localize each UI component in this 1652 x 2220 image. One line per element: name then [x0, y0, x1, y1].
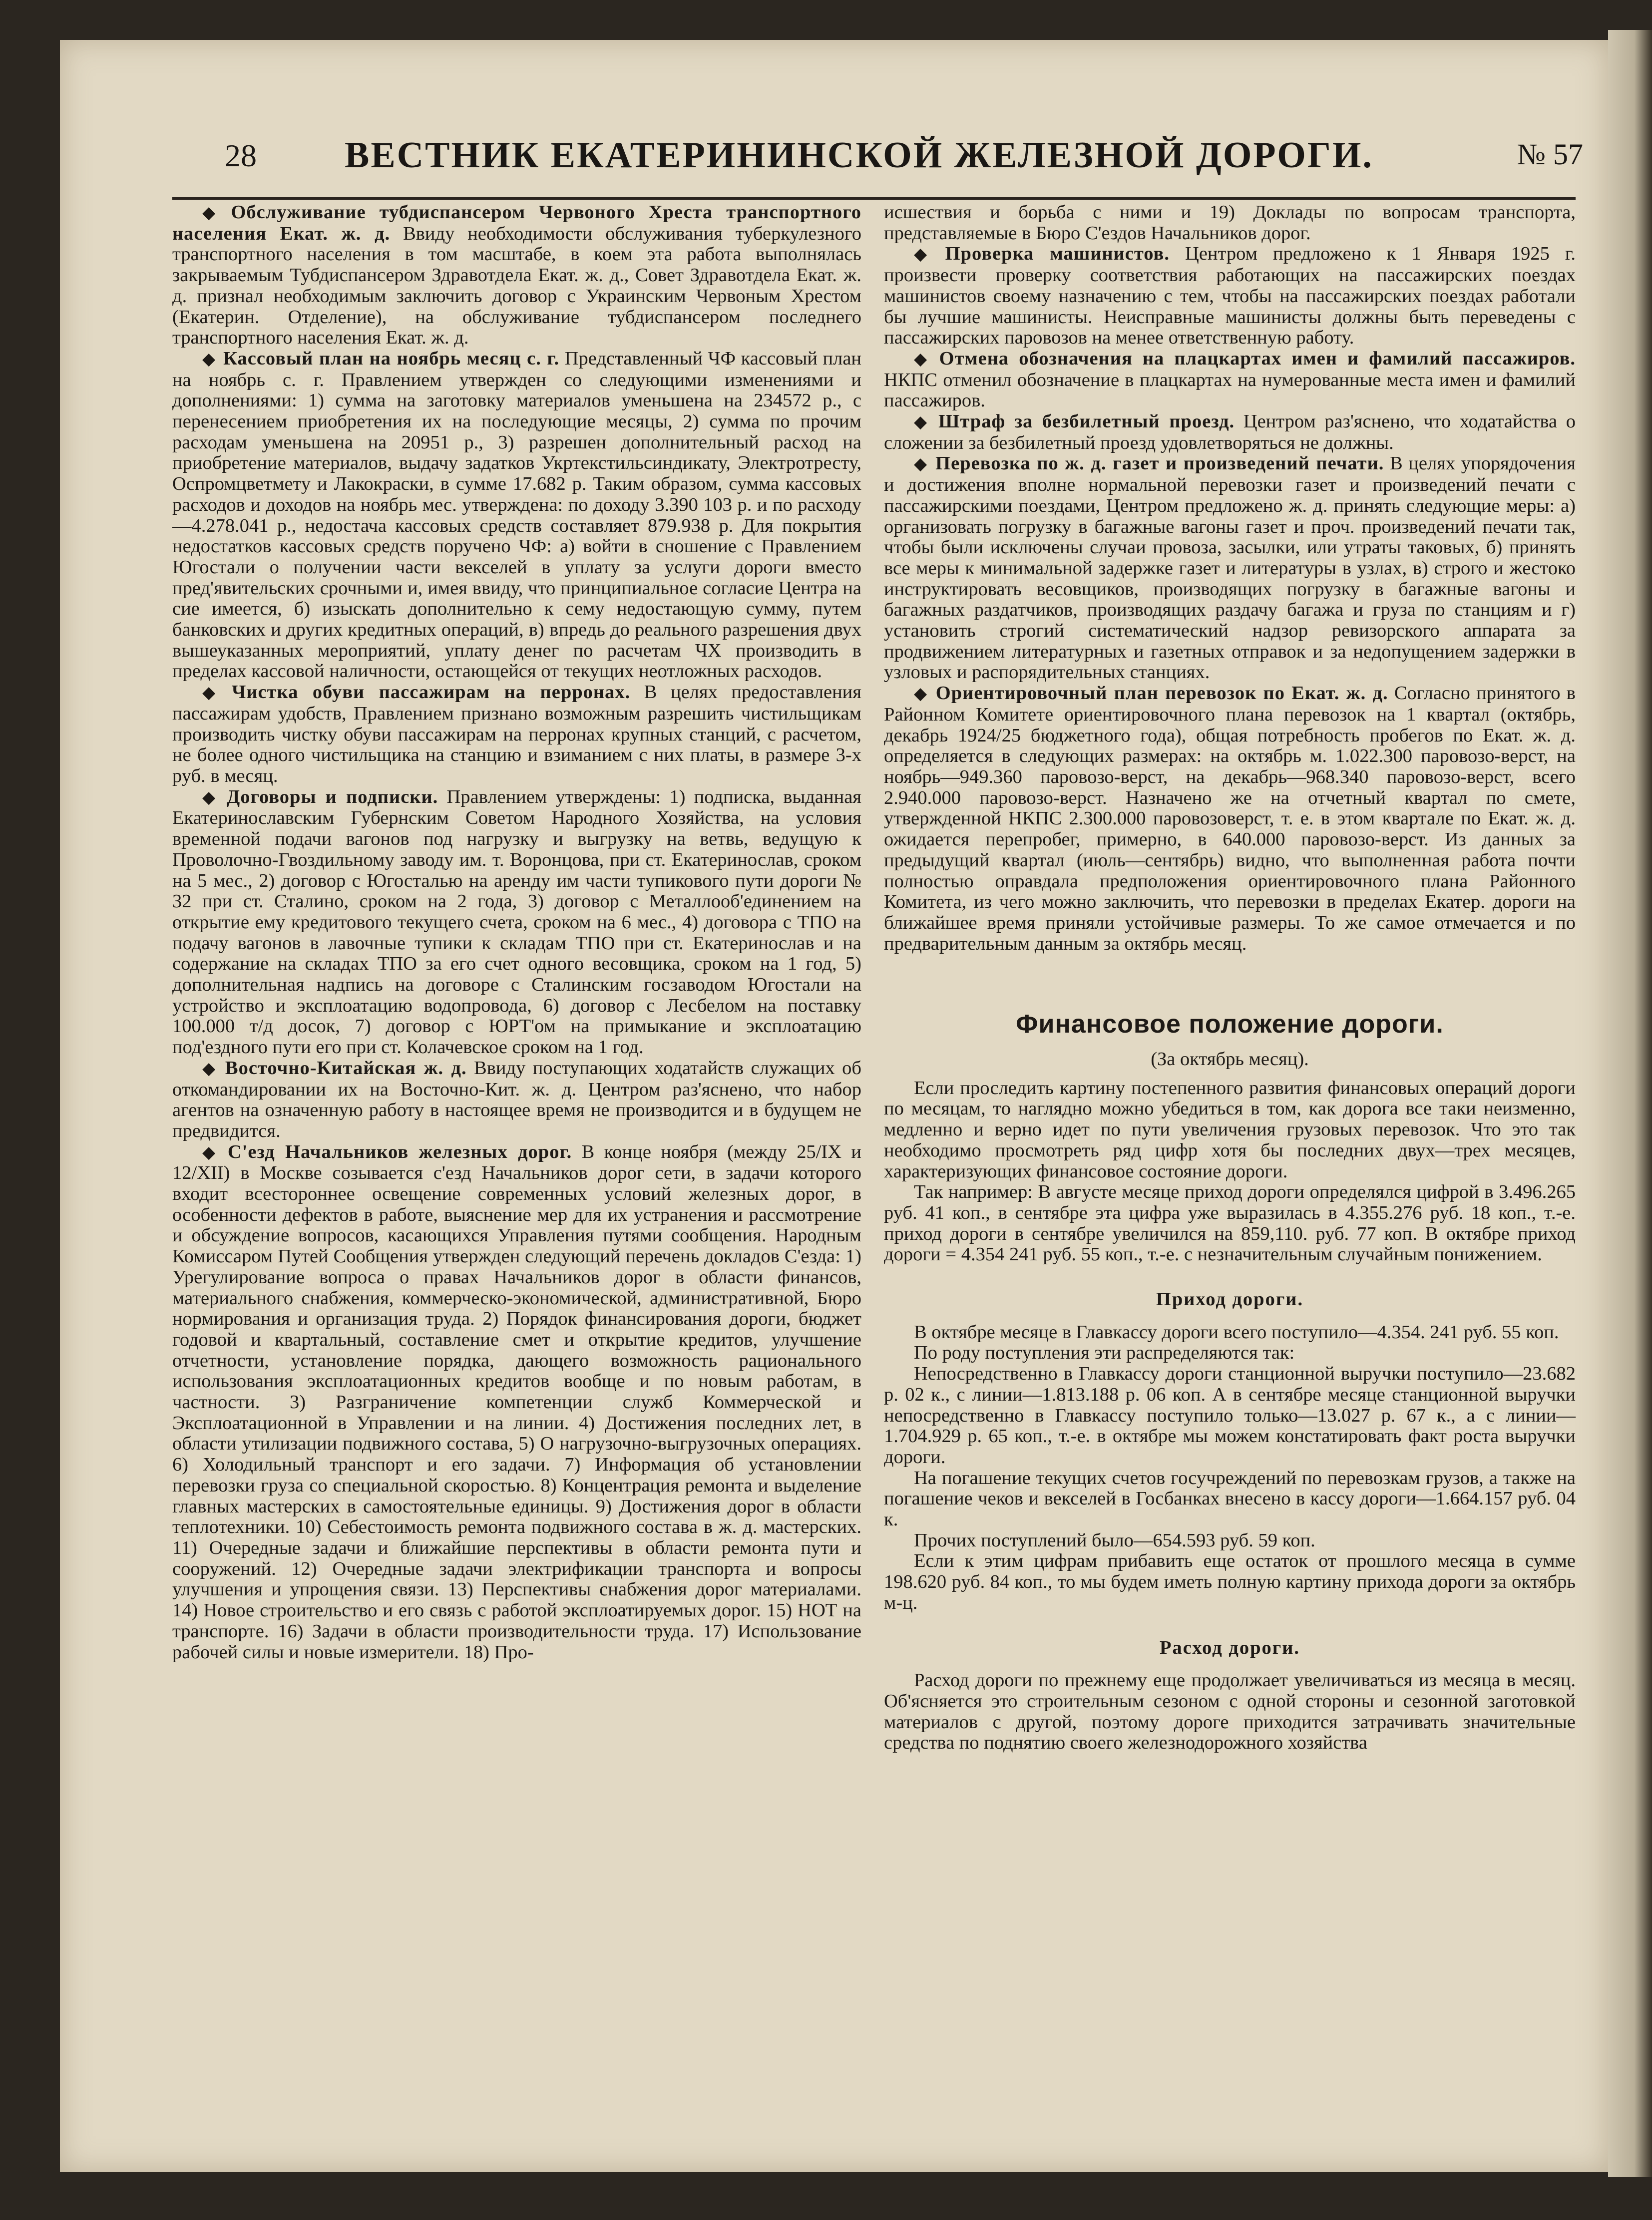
article-title: ◆ Кассовый план на ноябрь месяц с. г.: [202, 348, 559, 369]
article-text: Центром предложено к 1 Января 1925 г. произвести проверку соответствия работающих на пассажирских поездах машинистов своему назначению с тем, чтобы на пассажирских поездах работали бы лучшие машинисты. Неисправные машинисты должны быть переведены с пассажирских паровозов на менее ответственную работу.: [884, 243, 1576, 349]
paragraph: На погашение текущих счетов госучреждений по перевозкам грузов, а также на погашение чеков и векселей в Госбанках внесено в кассу дороги—1.664.157 руб. 04 к.: [884, 1467, 1576, 1530]
paragraph: Так например: В августе месяце приход дороги определялся цифрой в 3.496.265 руб. 41 коп., в сентябре эта цифра уже выразилась в 4.355.276 руб. 18 коп., т.-е. приход дороги в сентябре увеличился на 859,110. руб. 77 коп. В октябре приход дороги = 4.354 241 руб. 55 коп., т.-е. с незначительным случайным понижением.: [884, 1181, 1576, 1265]
article-text: Ввиду необходимости обслуживания туберкулезного транспортного населения в том масштабе, в коем эта работа выполнялась закрываемым Тубдиспансером Здравотдела Екат. ж. д., Совет Здравотдела Екат. ж. д. признал необходимым заключить договор с Украинским Червоным Хрестом (Екатерин. Отделение), на обслуживание тубдиспансером последнего транспортного населения Екат. ж. д.: [172, 223, 861, 349]
article-shoe-shine: [172, 682, 861, 787]
article-title: ◆ Штраф за безбилетный проезд.: [914, 411, 1235, 432]
article-continuation: исшествия и борьба с ними и 19) Доклады по вопросам транспорта, представляемые в Бюро С'ездов Начальников дорог.: [884, 202, 1576, 244]
article-text: В конце ноября (между 25/IX и 12/XII) в Москве созывается с'езд Начальников дорог сети, в задачи которого входит всестороннее освещение современных условий железных дорог, в особенности дефектов в работе, выяснение мер для их устранения и рассмотрение и обсуждение вопросов, касающихся Управления путями сообщения. Народным Комиссаром Путей Сообщения утвержден следующий перечень докладов С'езда: 1) Урегулирование вопроса о правах Начальников дорог в области финансов, материального снабжения, коммерческо-экономической, административной, Бюро нормирования и организация труда. 2) Порядок финансирования дороги, бюджет годовой и квартальный, составление смет и открытие кредитов, улучшение отчетности, установление порядка, дающего возможность рационального использования эксплоатационных кредитов вообще и по новым работам, в частности. 3) Разграничение компетенции служб Коммерческой и Эксплоатационной в Управлении и на линии. 4) Достижения последних лет, в области утилизации подвижного состава, 5) О нагрузочно-выгрузочных операциях. 6) Холодильный транспорт и его задачи. 7) Информация об установлении перевозки груза со специальной скоростью. 8) Концентрация ремонта и выделение главных мастерских в самостоятельные единицы. 9) Достижения дорог в области теплотехники. 10) Себестоимость ремонта подвижного состава в ж. д. мастерских. 11) Очередные задачи и ближайшие перспективы в области ремонта пути и сооружений. 12) Очередные задачи электрификации транспорта и вопросы улучшения и упрощения связи. 13) Перспективы снабжения дорог материалами. 14) Новое строительство и его связь с работой эксплоатируемых дорог. 15) НОТ на транспорте. 16) Задачи в области производительности труда. 17) Использование рабочей силы и новые измерители. 18) Про-: [172, 1141, 862, 1663]
article-transport-plan: [884, 683, 1576, 954]
page-number: 28: [225, 138, 257, 173]
section-subtitle: (За октябрь месяц).: [1151, 1049, 1309, 1070]
article-title: ◆ Чистка обуви пассажирам на перронах.: [202, 682, 630, 703]
article-text: НКПС отменил обозначение в плацкартах на нумерованные места имен и фамилий пассажиров.: [884, 369, 1576, 411]
article-text: Согласно принятого в Районном Комитете ориентировочного плана перевозок на 1 квартал (октябрь, декабрь 1924/25 бюджетного года), общая потребность пробегов по Екат. ж. д. определяется в следующих размерах: на октябрь м. 1.022.300 паровозо-верст, на ноябрь—949.360 паровозо-верст, на декабрь—968.340 паровозо-верст, всего 2.940.000 паровозо-верст. Назначено же на отчетный квартал по смете, утвержденной НКПС 2.300.000 паровозоверст, т. е. в этом квартале по Екат. ж. д. ожидается перепробег, примерно, в 640.000 паровозо-верст. Из данных за предыдущий квартал (июль—сентябрь) видно, что выполненная работа почти полностью оправдала предположения ориентировочного плана Районного Комитета, из чего можно заключить, что перевозки в пределах Екатер. дороги на ближайшее время приняли устойчивые размеры. То же самое отмечается и по предварительным данным за октябрь месяц.: [884, 683, 1576, 954]
article-congress: [172, 1142, 861, 1663]
left-column: [172, 202, 861, 1663]
subsection-title-expense: Расход дороги.: [1159, 1637, 1300, 1658]
journal-title: ВЕСТНИК ЕКАТЕРИНИНСКОЙ ЖЕЛЕЗНОЙ ДОРОГИ.: [345, 135, 1373, 176]
article-title: ◆ Проверка машинистов.: [914, 243, 1170, 264]
article-cash-plan: [172, 349, 861, 682]
subsection-title-income: Приход дороги.: [1156, 1289, 1304, 1310]
article-text: Представленный ЧФ кассовый план на ноябрь с. г. Правлением утвержден со следующими изменениями и дополнениями: 1) сумма на заготовку материалов уменьшена на 234572 р., с перенесением приобретения их на последующие месяцы, 2) сумма по прочим расходам уменьшена на 20951 р., 3) разрешен дополнительный расход на приобретение материалов, выдачу задатков Укртекстильсиндикату, Электротресту, Оспромцветмету и Лакокраски, в сумме 17.682 р. Таким образом, сумма кассовых расходов и доходов на ноябрь мес. утверждена: по доходу 3.390 103 р. и по расходу—4.278.041 р., недостача кассовых средств составляет 879.938 р. Для покрытия недостатков кассовых средств поручено ЧФ: а) войти в сношение с Правлением Югостали о получении части векселей в уплату за услуги дороги вместо пред'явительских срочными и, имея ввиду, что принципиальное согласие Центра на сие имеется, б) изыскать дополнительно к сему недостающую сумму, путем банковских и других кредитных операций, в) впредь до реального разрешения двух вышеуказанных мероприятий, уплату денег по расчетам ЧХ производить в пределах кассовой наличности, остающейся от текущих неотложных расходов.: [172, 348, 862, 682]
article-platzkart: [884, 349, 1576, 411]
right-column: [884, 202, 1576, 1754]
issue-number: № 57: [1517, 138, 1583, 171]
article-title: ◆ Обслуживание тубдиспансером Червоного Хреста транспортного населения Екат. ж. д.: [172, 202, 861, 244]
article-title: ◆ Перевозка по ж. д. газет и произведений печати.: [914, 453, 1384, 474]
article-drivers-check: [884, 244, 1576, 349]
article-chinese-railway: [172, 1058, 861, 1142]
article-title: ◆ Восточно-Китайская ж. д.: [202, 1058, 467, 1079]
section-title-finance: Финансовое положение дороги.: [1016, 1010, 1444, 1039]
article-title: ◆ С'езд Начальников железных дорог.: [202, 1141, 572, 1162]
article-title: ◆ Договоры и подписки.: [202, 786, 438, 807]
article-text: В целях предоставления пассажирам удобств, Правлением признано возможным разрешить чистильщикам производить чистку обуви пассажирам на перронах крупных станций, с расчетом, не более одного чистильщика на станцию и взиманием с них платы, в размере 3-х руб. в месяц.: [172, 682, 861, 786]
article-text: Центром раз'яснено, что ходатайства о сложении за безбилетный проезд удовлетворяться не должны.: [884, 411, 1576, 453]
article-tub: [172, 202, 861, 349]
paragraph: Если проследить картину постепенного развития финансовых операций дороги по месяцам, то наглядно можно убедиться в том, как дорога все таки неизменно, медленно и верно идет по пути увеличения грузовых перевозок. Что это так необходимо просмотреть ряд цифр хотя бы последних двух—трех месяцев, характеризующих финансовое состояние дороги.: [884, 1077, 1576, 1182]
paragraph: Расход дороги по прежнему еще продолжает увеличиваться из месяца в месяц. Об'ясняется это строительным сезоном с одной стороны и сезонной заготовкой материалов с другой, поэтому дороге приходится затрачивать значительные средства по поднятию своего железнодорожного хозяйства: [884, 1670, 1576, 1754]
paragraph: В октябре месяце в Главкассу дороги всего поступило—4.354. 241 руб. 55 коп.: [914, 1321, 1559, 1343]
article-newspapers: [884, 453, 1576, 683]
paragraph: По роду поступления эти распределяются так:: [914, 1342, 1295, 1364]
paragraph: Непосредственно в Главкассу дороги станционной выручки поступило—23.682 р. 02 к., с линии—1.813.188 р. 06 коп. А в сентябре месяце станционной выручки непосредственно в Главкассу поступило только—13.027 р. 67 к., а с линии—1.704.929 р. 65 коп., т.-е. в октябре мы можем констатировать факт роста выручки дороги.: [884, 1363, 1576, 1468]
article-title: ◆ Отмена обозначения на плацкартах имен и фамилий пассажиров.: [914, 348, 1576, 369]
header-rule: [172, 197, 1576, 200]
article-text: Правлением утверждены: 1) подписка, выданная Екатеринославским Губернским Советом Народного Хозяйства, на условия временной подачи вагонов под нагрузку и выгрузку на ветвь, ведущую к Проволочно-Гвоздильному заводу им. т. Воронцова, при ст. Екатеринослав, сроком на 5 мес., 2) договор с Югосталью на аренду им части тупикового пути дороги № 32 при ст. Сталино, сроком на 2 года, 3) договор с Металлооб'единением на открытие ему кредитового текущего счета, сроком на 6 мес., 4) договора с ТПО на подачу вагонов в лавочные тупики к складам ТПО при ст. Екатеринослав и на содержание на складах ТПО за его счет одного весовщика, сроком на 1 год, 5) дополнительная надпись на договоре с Сталинским госзаводом Югостали на устройство и эксплоатацию водопровода, 6) договор с Лесбелом на поставку 100.000 т/д досок, 7) договор с ЮРТ'ом на примыкание и эксплоатацию под'ездного пути его при ст. Колачевское сроком на 1 год.: [172, 786, 862, 1058]
paragraph: Прочих поступлений было—654.593 руб. 59 коп.: [914, 1529, 1315, 1551]
article-title: ◆ Ориентировочный план перевозок по Екат. ж. д.: [914, 683, 1388, 704]
article-fine: [884, 411, 1576, 453]
adjacent-page-edge: [1608, 30, 1652, 2177]
article-text: Ввиду поступающих ходатайств служащих об откомандировании их на Восточно-Кит. ж. д. Центром раз'яснено, что набор агентов на означенную работу в настоящее время не производится и в будущем не предвидится.: [172, 1057, 861, 1141]
paragraph: Если к этим цифрам прибавить еще остаток от прошлого месяца в сумме 198.620 руб. 84 коп., то мы будем иметь полную картину прихода дороги за октябрь м-ц.: [884, 1550, 1576, 1613]
article-contracts: [172, 787, 861, 1058]
page-header: [225, 137, 1583, 197]
article-text: В целях упорядочения и достижения вполне нормальной перевозки газет и произведений печати с пассажирскими поездами, Центром предложено ж. д. принять следующие меры: а) организовать погрузку в багажные вагоны газет и проч. произведений печати так, чтобы были исключены случаи провоза, засылки, или утраты таковых, б) принять все меры к минимальной задержке газет и литературы в узлах, в) строго и жестоко инструктировать весовщиков, производящих погрузку в багажные вагоны и багажных раздатчиков, производящих раздачу багажа и груза по станциям и г) установить строгий систематический надзор ревизорского аппарата за продвижением литературных и газетных отправок и за недопущением задержки в узловых и распорядительных станциях.: [884, 453, 1576, 683]
